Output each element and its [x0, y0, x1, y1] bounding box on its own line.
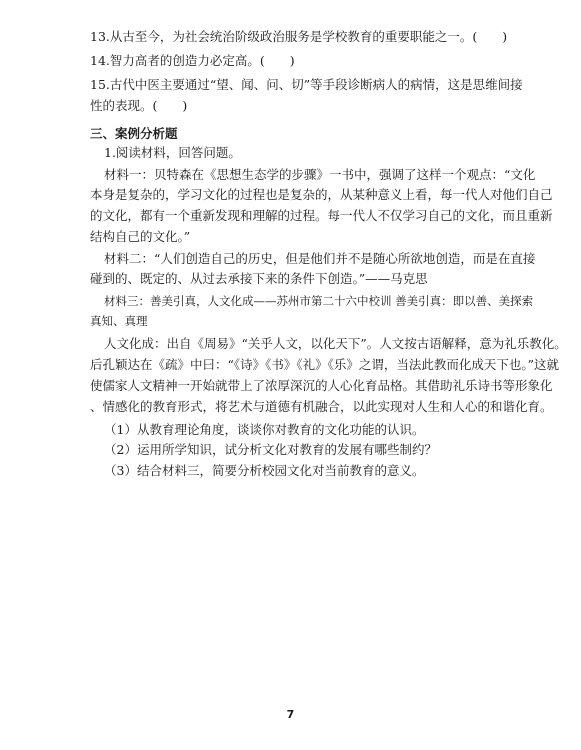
question-15-line-2: 性的表现。( ) [90, 98, 188, 113]
page-number: 7 [286, 708, 295, 721]
material1-line-2: 本身是复杂的，学习文化的过程也是复杂的，从某种意义上看，每一代人对他们自己 [90, 187, 553, 202]
material1-line-3: 的文化，都有一个重新发现和理解的过程。每一代人不仅学习自己的文化，而且重新 [90, 208, 553, 223]
question-14: 14.智力高者的创造力必定高。( ) [90, 53, 295, 68]
sub-question-1: （1）从教育理论角度，谈谈你对教育的文化功能的认识。 [104, 422, 425, 437]
sub-question-3: （3）结合材料三，简要分析校园文化对当前教育的意义。 [104, 463, 425, 478]
material3-line-1: 材料三：善美引真，人文化成——苏州市第二十六中校训 善美引真：即以善、美探索 [104, 294, 534, 308]
material3-detail-line-2: 后孔颖达在《疏》中曰：“《诗》《书》《礼》《乐》之谓，当法此教而化成天下也。”这就 [90, 357, 560, 372]
material3-detail-line-3: 使儒家人文精神一开始就带上了浓厚深沉的人心化育品格。其借助礼乐诗书等形象化 [90, 378, 553, 393]
sub-question-2: （2）运用所学知识，试分析文化对教育的发展有哪些制约？ [104, 442, 437, 457]
case-intro: 1.阅读材料，回答问题。 [104, 145, 241, 160]
material2-line-1: 材料二：“人们创造自己的历史，但是他们并不是随心所欲地创造，而是在直接 [104, 251, 536, 266]
material1-line-4: 结构自己的文化。” [90, 229, 191, 244]
material3-detail-line-4: 、情感化的教育形式，将艺术与道德有机融合，以此实现对人生和人心的和谐化育。 [90, 399, 553, 414]
material1-line-1: 材料一：贝特森在《思想生态学的步骤》一书中，强调了这样一个观点：“文化 [104, 167, 536, 182]
material3-line-2: 真知、真理 [90, 314, 148, 328]
section-heading: 三、案例分析题 [90, 126, 178, 141]
material3-detail-line-1: 人文化成：出自《周易》“关乎人文，以化天下”。人文按古语解释，意为礼乐教化。 [104, 336, 567, 351]
question-15-line-1: 15.古代中医主要通过“望、闻、问、切”等手段诊断病人的病情，这是思维间接 [90, 77, 523, 92]
material2-line-2: 碰到的、既定的、从过去承接下来的条件下创造。”——马克思 [90, 271, 428, 286]
question-13: 13.从古至今，为社会统治阶级政治服务是学校教育的重要职能之一。( ) [90, 29, 508, 44]
